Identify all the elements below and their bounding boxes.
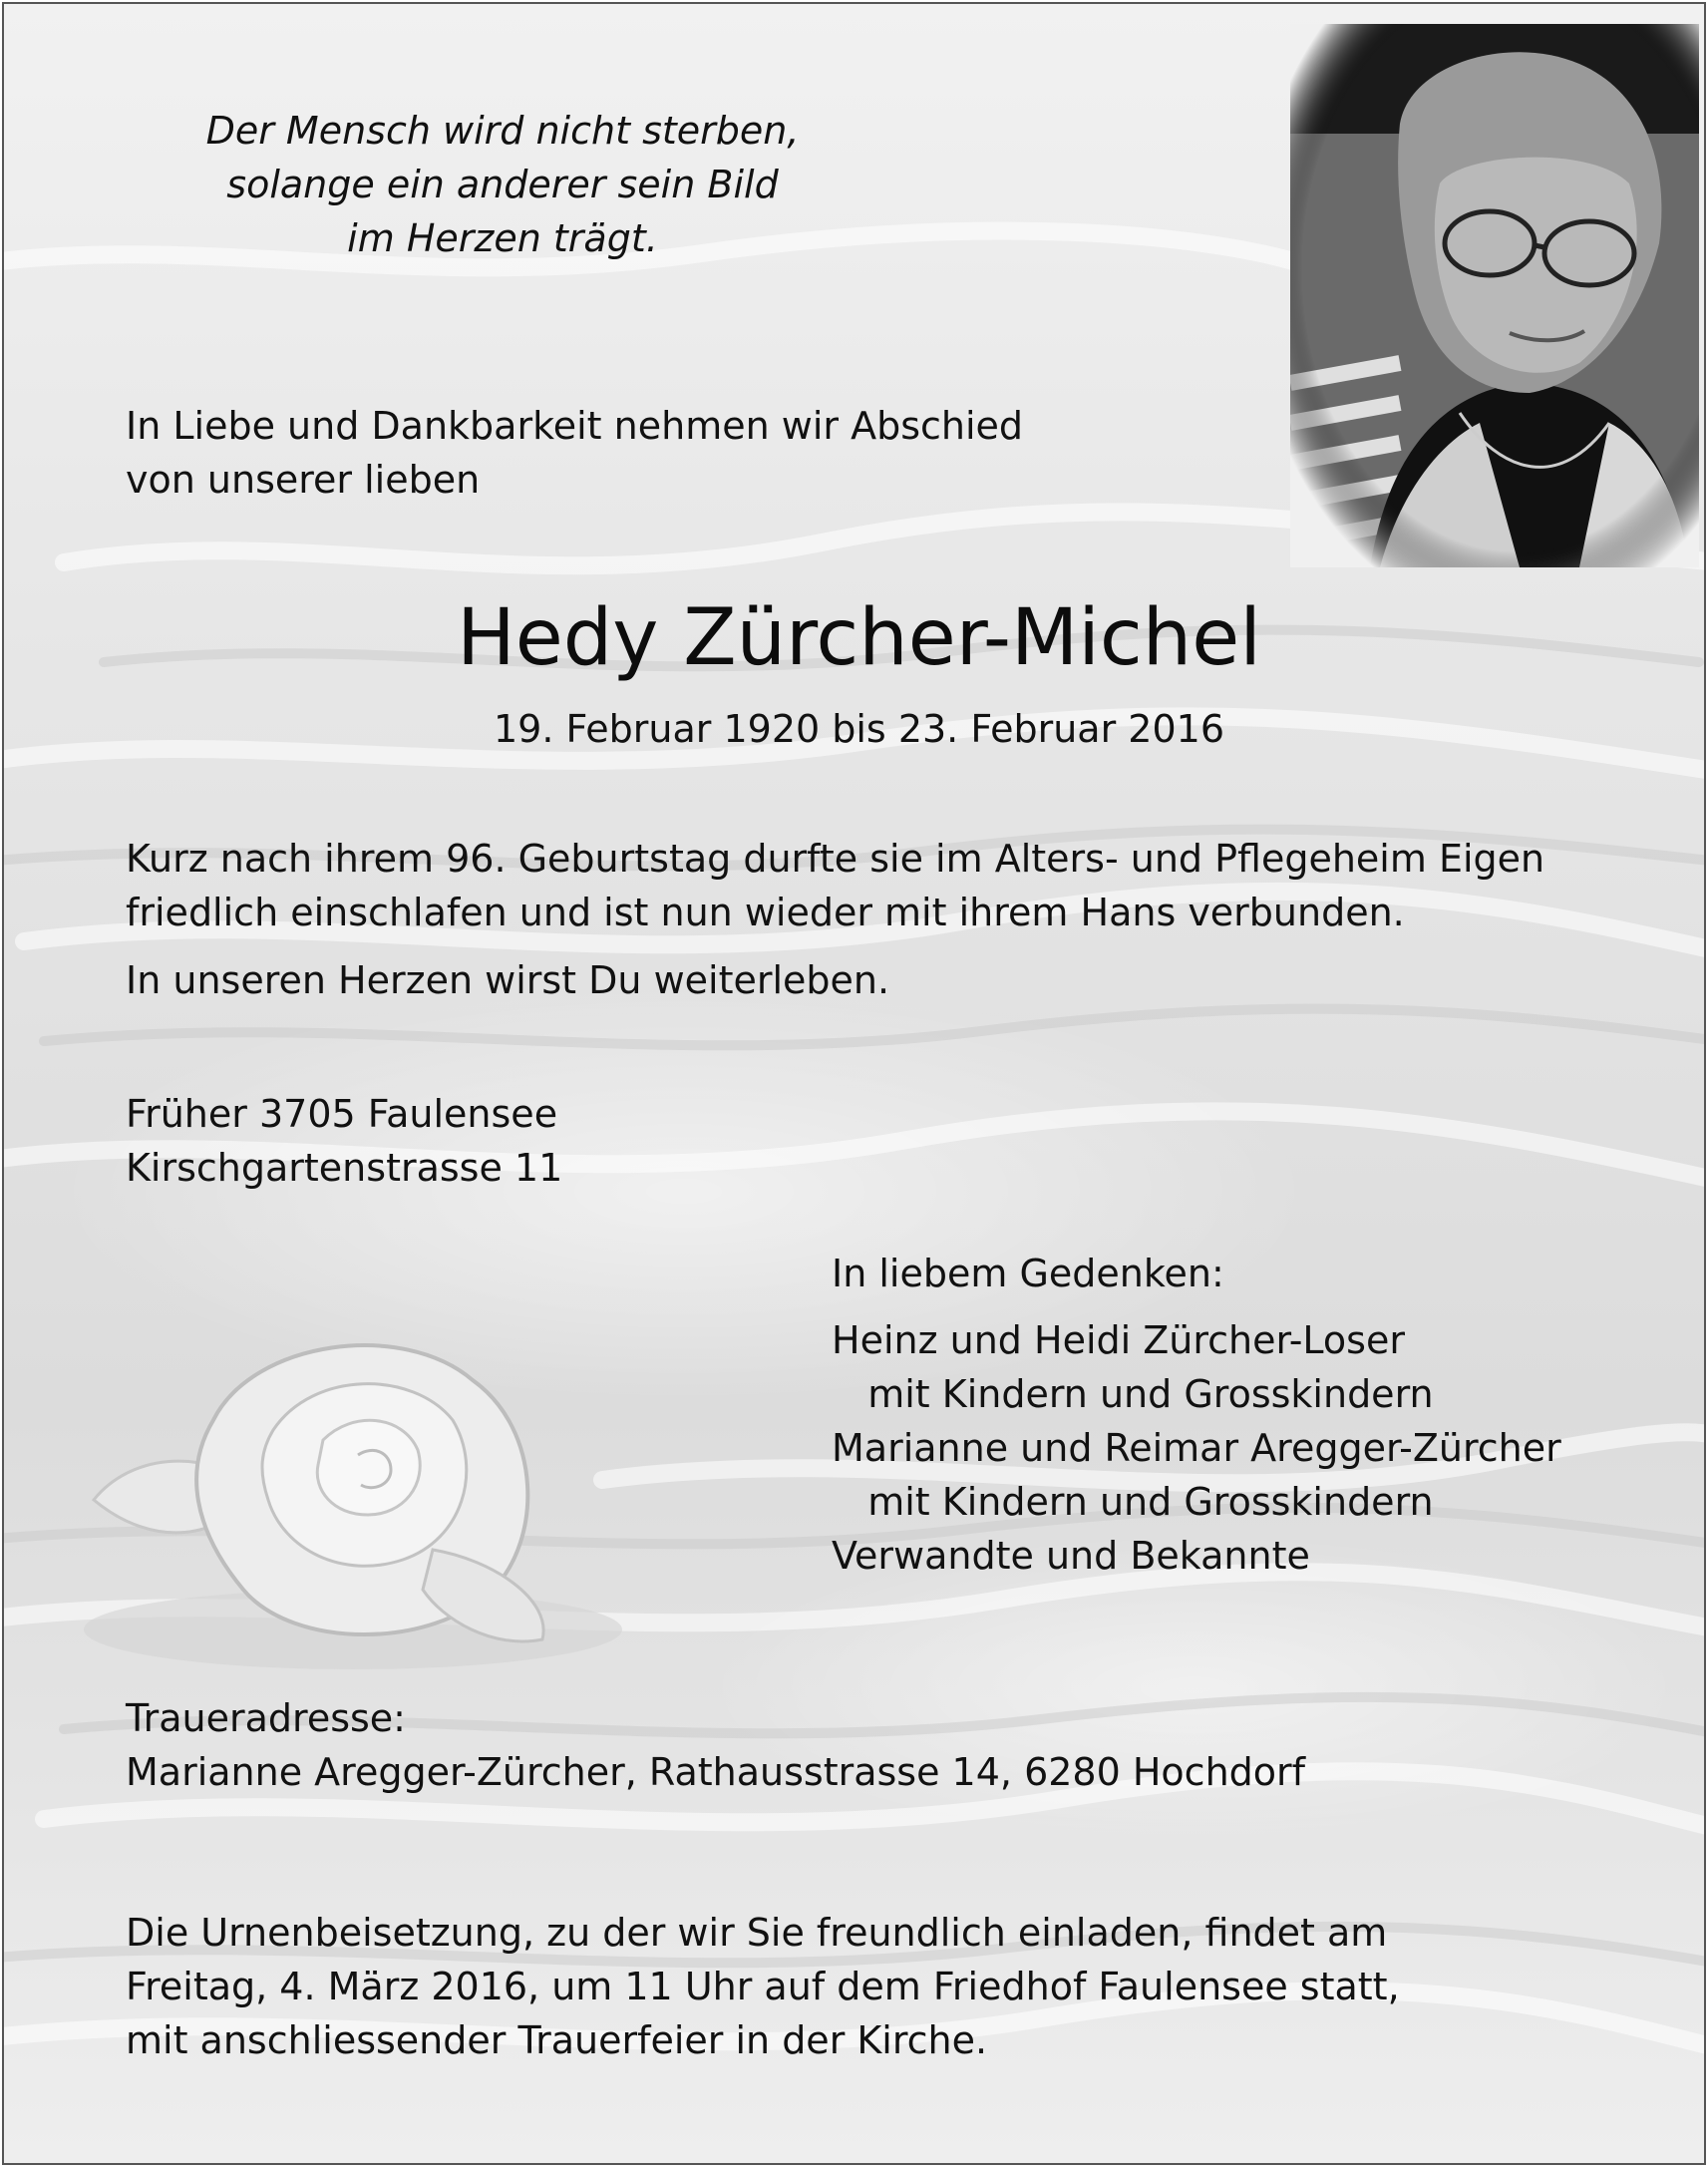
deceased-name: Hedy Zürcher-Michel bbox=[457, 593, 1261, 683]
burial-notice: Die Urnenbeisetzung, zu der wir Sie freundlich einladen, findet am Freitag, 4. März 2016, um 11 Uhr auf dem Friedhof Faulensee statt, mit anschliessender Trauerfeier in der Kirche. bbox=[126, 1911, 1400, 2062]
former-address: Früher 3705 Faulensee Kirschgartenstrasse 11 bbox=[126, 1092, 563, 1190]
memory-heading: In liebem Gedenken: bbox=[832, 1252, 1224, 1295]
life-dates: 19. Februar 1920 bis 23. Februar 2016 bbox=[493, 707, 1225, 751]
body-paragraph-2: In unseren Herzen wirst Du weiterleben. bbox=[126, 958, 890, 1002]
rose-image bbox=[74, 1300, 632, 1689]
mourning-address: Traueradresse: Marianne Aregger-Zürcher, Rathausstrasse 14, 6280 Hochdorf bbox=[126, 1696, 1306, 1794]
obituary-page bbox=[2, 2, 1706, 2165]
portrait-photo bbox=[1290, 24, 1699, 567]
quote-text: Der Mensch wird nicht sterben, solange ein anderer sein Bild im Herzen trägt. bbox=[205, 109, 800, 260]
intro-text: In Liebe und Dankbarkeit nehmen wir Abschied von unserer lieben bbox=[126, 404, 1024, 502]
family-list: Heinz und Heidi Zürcher-Loser mit Kindern und Grosskindern Marianne und Reimar Aregger-Zürcher mit Kindern und Grosskindern Verwandte und Bekannte bbox=[832, 1318, 1561, 1578]
body-paragraph-1: Kurz nach ihrem 96. Geburtstag durfte sie im Alters- und Pflegeheim Eigen friedlich einschlafen und ist nun wieder mit ihrem Hans verbunden. bbox=[126, 837, 1545, 934]
